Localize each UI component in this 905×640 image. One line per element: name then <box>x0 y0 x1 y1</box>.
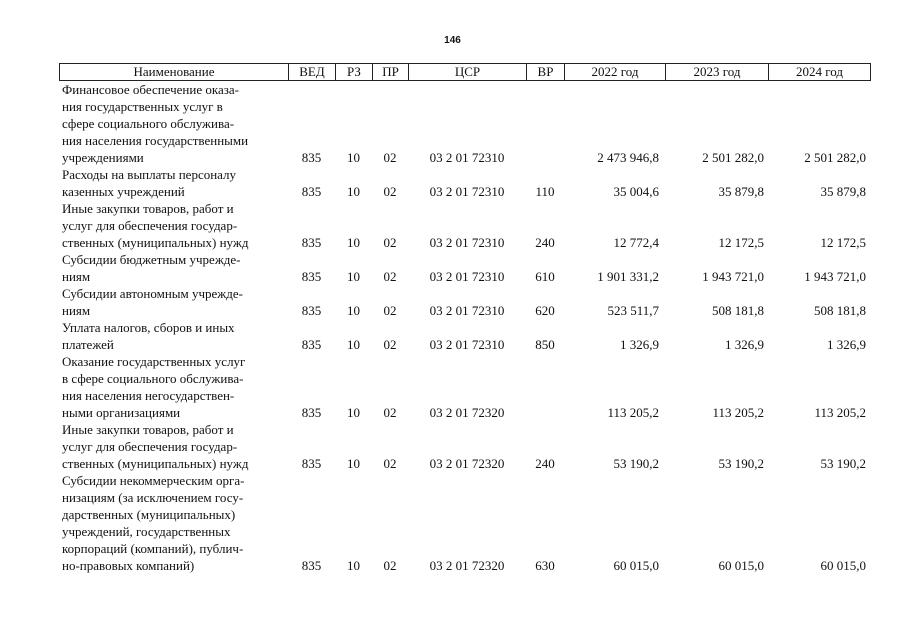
cell-y2023: 60 015,0 <box>718 558 764 573</box>
row-name-line: но-правовых компаний) <box>62 558 195 573</box>
row-name-line: ния государственных услуг в <box>62 99 223 114</box>
cell-rz: 10 <box>347 269 360 284</box>
row-name-line: низациям (за исключением госу- <box>62 490 244 505</box>
row-name <box>59 81 288 166</box>
cell-ved: 835 <box>301 558 322 573</box>
cell-rz: 10 <box>347 405 360 420</box>
page-number: 146 <box>444 35 461 46</box>
row-name-line: ниям <box>62 303 91 318</box>
cell-ved: 835 <box>301 150 322 165</box>
cell-y2024: 35 879,8 <box>820 184 866 199</box>
header-vr: ВР <box>527 64 565 80</box>
cell-ved: 835 <box>301 235 322 250</box>
row-name-line: Иные закупки товаров, работ и <box>62 201 234 216</box>
table-body <box>59 81 869 574</box>
cell-vr: 620 <box>535 303 555 318</box>
cell-vr: 240 <box>535 235 555 250</box>
row-name-line: дарственных (муниципальных) <box>62 507 236 522</box>
row-name-line: Субсидии бюджетным учрежде- <box>62 252 241 267</box>
cell-csr: 03 2 01 72310 <box>429 303 505 318</box>
cell-rz: 10 <box>347 150 360 165</box>
cell-y2022: 1 326,9 <box>620 337 659 352</box>
cell-y2022: 523 511,7 <box>607 303 659 318</box>
cell-csr: 03 2 01 72310 <box>429 150 505 165</box>
header-pr: ПР <box>373 64 409 80</box>
cell-y2024: 2 501 282,0 <box>804 150 866 165</box>
cell-pr: 02 <box>383 558 397 573</box>
header-2024: 2024 год <box>796 64 843 79</box>
row-name <box>59 285 288 319</box>
cell-pr: 02 <box>383 235 397 250</box>
row-name-line: ственных (муниципальных) нужд <box>62 456 249 471</box>
table-header <box>59 63 871 81</box>
cell-csr: 03 2 01 72310 <box>429 269 505 284</box>
table-row <box>59 81 869 166</box>
cell-rz: 10 <box>347 558 360 573</box>
row-name-line: Субсидии некоммерческим орга- <box>62 473 245 488</box>
cell-y2023: 113 205,2 <box>712 405 764 420</box>
table-row <box>59 421 869 472</box>
cell-y2024: 508 181,8 <box>814 303 866 318</box>
cell-pr: 02 <box>383 337 397 352</box>
cell-rz: 10 <box>347 456 360 471</box>
row-name <box>59 353 288 421</box>
row-name <box>59 319 288 353</box>
table-row <box>59 472 869 574</box>
cell-pr: 02 <box>383 303 397 318</box>
cell-y2023: 1 326,9 <box>725 337 764 352</box>
table-row <box>59 319 869 353</box>
cell-y2024: 1 326,9 <box>827 337 866 352</box>
row-name-line: ния населения негосударствен- <box>62 388 235 403</box>
row-name-line: Уплата налогов, сборов и иных <box>62 320 235 335</box>
row-name-line: корпораций (компаний), публич- <box>62 541 244 556</box>
cell-csr: 03 2 01 72310 <box>429 337 505 352</box>
row-name <box>59 472 288 574</box>
cell-csr: 03 2 01 72320 <box>429 558 505 573</box>
cell-pr: 02 <box>383 456 397 471</box>
row-name-line: ственных (муниципальных) нужд <box>62 235 249 250</box>
cell-rz: 10 <box>347 184 360 199</box>
cell-ved: 835 <box>301 405 322 420</box>
cell-ved: 835 <box>301 456 322 471</box>
row-name-line: в сфере социального обслужива- <box>62 371 244 386</box>
row-name-line: Расходы на выплаты персоналу <box>62 167 237 182</box>
row-name-line: сфере социального обслужива- <box>62 116 235 131</box>
cell-y2024: 60 015,0 <box>820 558 866 573</box>
cell-y2022: 12 772,4 <box>613 235 659 250</box>
cell-y2023: 12 172,5 <box>718 235 764 250</box>
cell-vr: 850 <box>535 337 555 352</box>
row-name-line: учреждениями <box>62 150 144 165</box>
row-name-line: платежей <box>62 337 114 352</box>
cell-vr: 610 <box>535 269 555 284</box>
cell-y2022: 113 205,2 <box>607 405 659 420</box>
cell-ved: 835 <box>301 337 322 352</box>
table-row <box>59 200 869 251</box>
header-csr: ЦСР <box>409 64 527 80</box>
header-2023: 2023 год <box>666 64 769 80</box>
row-name-line: ными организациями <box>62 405 181 420</box>
cell-csr: 03 2 01 72310 <box>429 235 505 250</box>
cell-y2022: 35 004,6 <box>613 184 659 199</box>
row-name-line: Оказание государственных услуг <box>62 354 246 369</box>
header-name: Наименование <box>60 64 289 80</box>
row-name-line: услуг для обеспечения государ- <box>62 218 238 233</box>
header-rz: РЗ <box>336 64 373 80</box>
cell-y2022: 1 901 331,2 <box>597 269 659 284</box>
cell-pr: 02 <box>383 150 397 165</box>
row-name-line: учреждений, государственных <box>62 524 231 539</box>
cell-y2023: 35 879,8 <box>718 184 764 199</box>
cell-vr: 630 <box>535 558 555 573</box>
row-name-line: ниям <box>62 269 91 284</box>
cell-csr: 03 2 01 72320 <box>429 456 505 471</box>
cell-y2024: 12 172,5 <box>820 235 866 250</box>
cell-rz: 10 <box>347 235 360 250</box>
cell-vr: 110 <box>535 184 555 199</box>
cell-y2024: 53 190,2 <box>820 456 866 471</box>
cell-y2022: 2 473 946,8 <box>597 150 659 165</box>
cell-pr: 02 <box>383 184 397 199</box>
cell-y2023: 2 501 282,0 <box>702 150 764 165</box>
cell-y2022: 60 015,0 <box>613 558 659 573</box>
cell-rz: 10 <box>347 337 360 352</box>
table-row <box>59 285 869 319</box>
cell-ved: 835 <box>301 269 322 284</box>
cell-vr: 240 <box>535 456 555 471</box>
table-row <box>59 353 869 421</box>
row-name <box>59 421 288 472</box>
row-name-line: Финансовое обеспечение оказа- <box>62 82 239 97</box>
table-row <box>59 251 869 285</box>
row-name-line: Субсидии автономным учрежде- <box>62 286 243 301</box>
cell-csr: 03 2 01 72310 <box>429 184 505 199</box>
row-name <box>59 251 288 285</box>
cell-y2023: 508 181,8 <box>712 303 764 318</box>
cell-y2024: 1 943 721,0 <box>804 269 866 284</box>
row-name-line: услуг для обеспечения государ- <box>62 439 238 454</box>
cell-y2024: 113 205,2 <box>814 405 866 420</box>
cell-ved: 835 <box>301 303 322 318</box>
row-name-line: ния населения государственными <box>62 133 249 148</box>
cell-pr: 02 <box>383 405 397 420</box>
cell-ved: 835 <box>301 184 322 199</box>
cell-y2023: 1 943 721,0 <box>702 269 764 284</box>
cell-csr: 03 2 01 72320 <box>429 405 505 420</box>
cell-y2023: 53 190,2 <box>718 456 764 471</box>
row-name-line: казенных учреждений <box>62 184 185 199</box>
row-name <box>59 200 288 251</box>
header-ved: ВЕД <box>289 64 336 80</box>
cell-rz: 10 <box>347 303 360 318</box>
row-name <box>59 166 288 200</box>
cell-pr: 02 <box>383 269 397 284</box>
header-2022: 2022 год <box>565 64 666 80</box>
cell-y2022: 53 190,2 <box>613 456 659 471</box>
table-row <box>59 166 869 200</box>
row-name-line: Иные закупки товаров, работ и <box>62 422 234 437</box>
